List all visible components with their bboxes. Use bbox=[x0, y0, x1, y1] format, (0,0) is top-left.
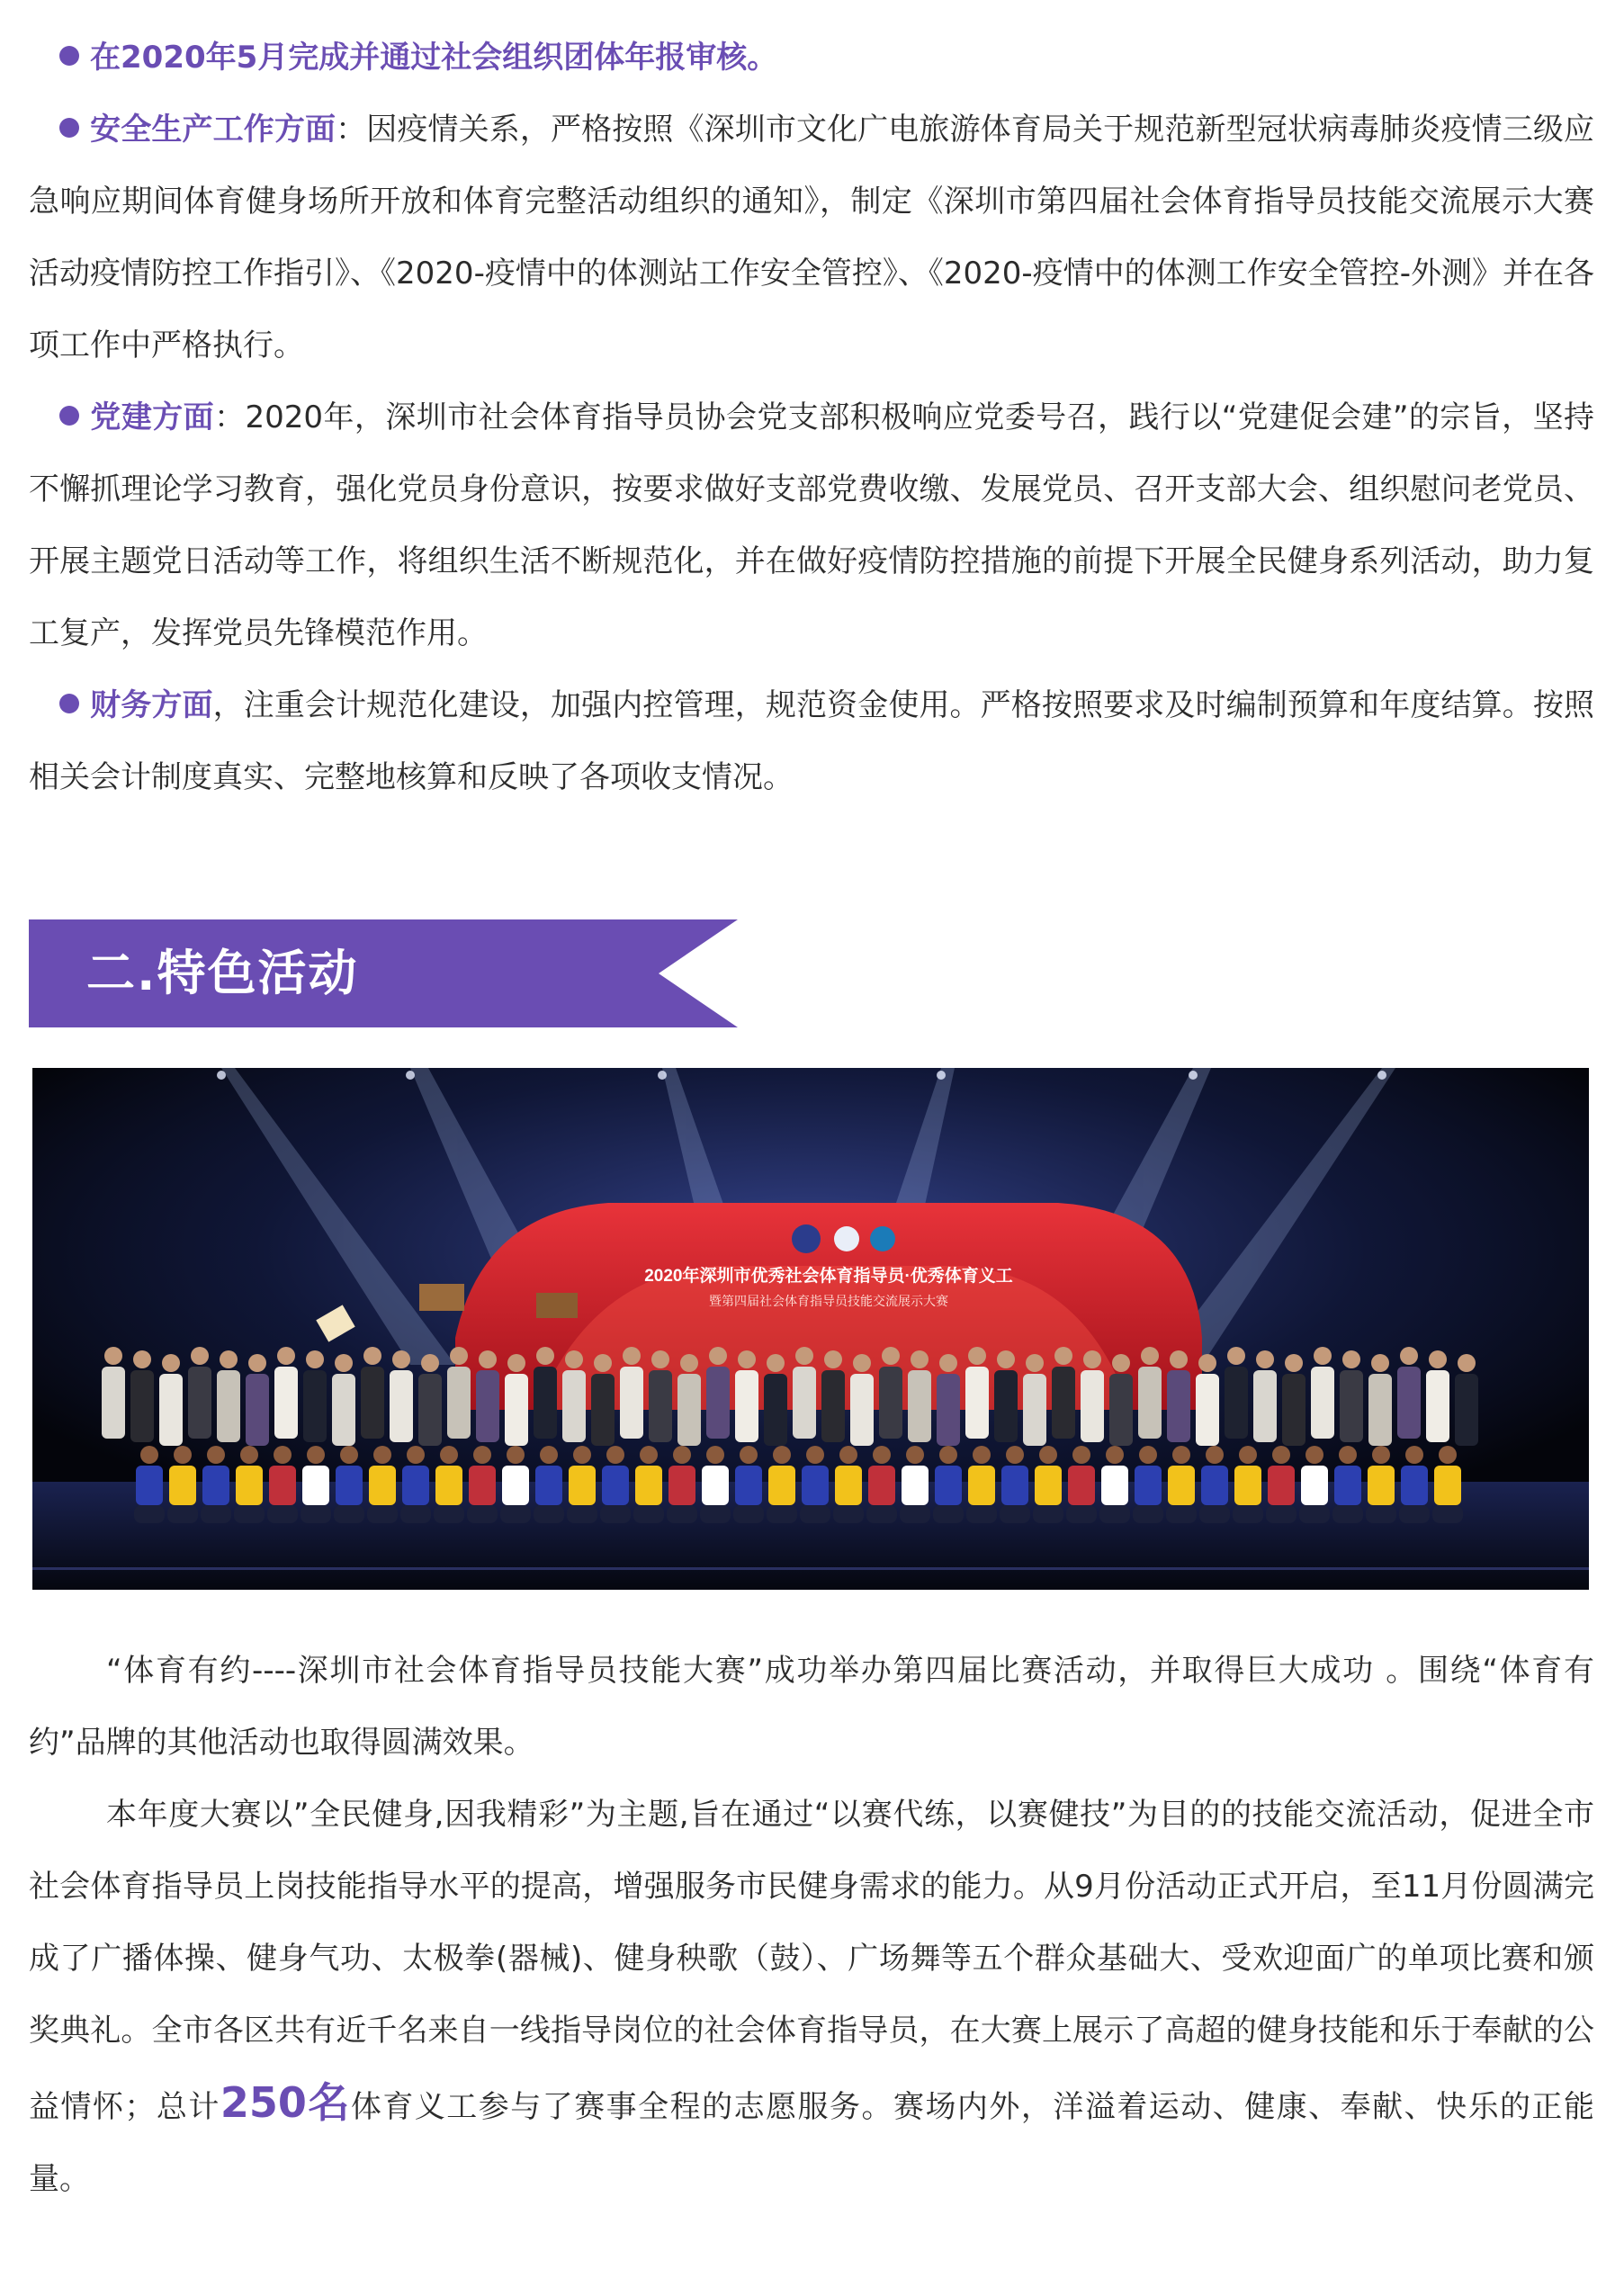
safety-bullet-wrap bbox=[59, 112, 90, 148]
safety-label: 安全生产工作方面 bbox=[90, 112, 336, 148]
contest-paragraph-2 bbox=[29, 1779, 1594, 2215]
photo-banner-line2: 暨第四届社会体育指导员技能交流展示大赛 bbox=[709, 1294, 948, 1308]
contest-text-2b: 体育义工参与了赛事全程的志愿服务。赛场内外，洋溢着运动、健康、奉献、快乐的正能量。 bbox=[29, 2089, 1595, 2197]
status-paragraph bbox=[29, 22, 1594, 94]
finance-paragraph bbox=[29, 669, 1594, 813]
status-bullet-wrap bbox=[59, 40, 90, 76]
status-text: 在2020年5月完成并通过社会组织团体年报审核。 bbox=[90, 40, 778, 76]
bullet-icon bbox=[59, 118, 79, 138]
finance-text: ，注重会计规范化建设，加强内控管理，规范资金使用。严格按照要求及时编制预算和年度结算。按照相关会计制度真实、完整地核算和反映了各项收支情况。 bbox=[29, 687, 1595, 795]
photo-banner-line1: 2020年深圳市优秀社会体育指导员·优秀体育义工 bbox=[644, 1267, 1013, 1286]
bullet-icon bbox=[59, 406, 79, 426]
safety-paragraph bbox=[29, 94, 1594, 381]
volunteer-count: 250名 bbox=[220, 2078, 351, 2127]
bullet-icon bbox=[59, 46, 79, 66]
safety-text: ：因疫情关系，严格按照《深圳市文化广电旅游体育局关于规范新型冠状病毒肺炎疫情三级应急响应期间体育健身场所开放和体育完整活动组织的通知》，制定《深圳市第四届社会体育指导员技能交流展示大赛活动疫情防控工作指引》、《2020-疫情中的体测站工作安全管控》、《2020-疫情中的体测工作安全管控-外测》并在各项工作中严格执行。 bbox=[29, 112, 1595, 363]
party-bullet-wrap bbox=[59, 399, 90, 435]
party-label: 党建方面 bbox=[90, 399, 215, 435]
section-header bbox=[29, 919, 738, 1027]
finance-bullet-wrap bbox=[59, 687, 90, 723]
contest-paragraph-1 bbox=[29, 1635, 1594, 1779]
section-title: 二.特色活动 bbox=[86, 945, 359, 1001]
contest-text-2a: 本年度大赛以”全民健身,因我精彩”为主题,旨在通过“以赛代练，以赛健技”为目的的技能交流活动，促进全市社会体育指导员上岗技能指导水平的提高，增强服务市民健身需求的能力。从9月份活动正式开启，至11月份圆满完成了广播体操、健身气功、太极拳(器械)、健身秧歌（鼓）、广场舞等五个群众基础大、受欢迎面广的单项比赛和颁奖典礼。全市各区共有近千名来自一线指导岗位的社会体育指导员，在大赛上展示了高超的健身技能和乐于奉献的公益情怀；总计 bbox=[29, 1797, 1594, 2125]
party-text: ：2020年，深圳市社会体育指导员协会党支部积极响应党委号召，践行以“党建促会建”的宗旨，坚持不懈抓理论学习教育，强化党员身份意识，按要求做好支部党费收缴、发展党员、召开支部大会、组织慰问老党员、开展主题党日活动等工作，将组织生活不断规范化，并在做好疫情防控措施的前提下开展全民健身系列活动，助力复工复产，发挥党员先锋模范作用。 bbox=[29, 399, 1594, 651]
event-photo bbox=[32, 1068, 1589, 1590]
party-paragraph bbox=[29, 381, 1594, 669]
finance-label: 财务方面 bbox=[90, 687, 213, 723]
bullet-icon bbox=[59, 694, 79, 713]
contest-text-1: “体育有约----深圳市社会体育指导员技能大赛”成功举办第四届比赛活动，并取得巨大成功 。围绕“体育有约”品牌的其他活动也取得圆满效果。 bbox=[29, 1653, 1594, 1761]
